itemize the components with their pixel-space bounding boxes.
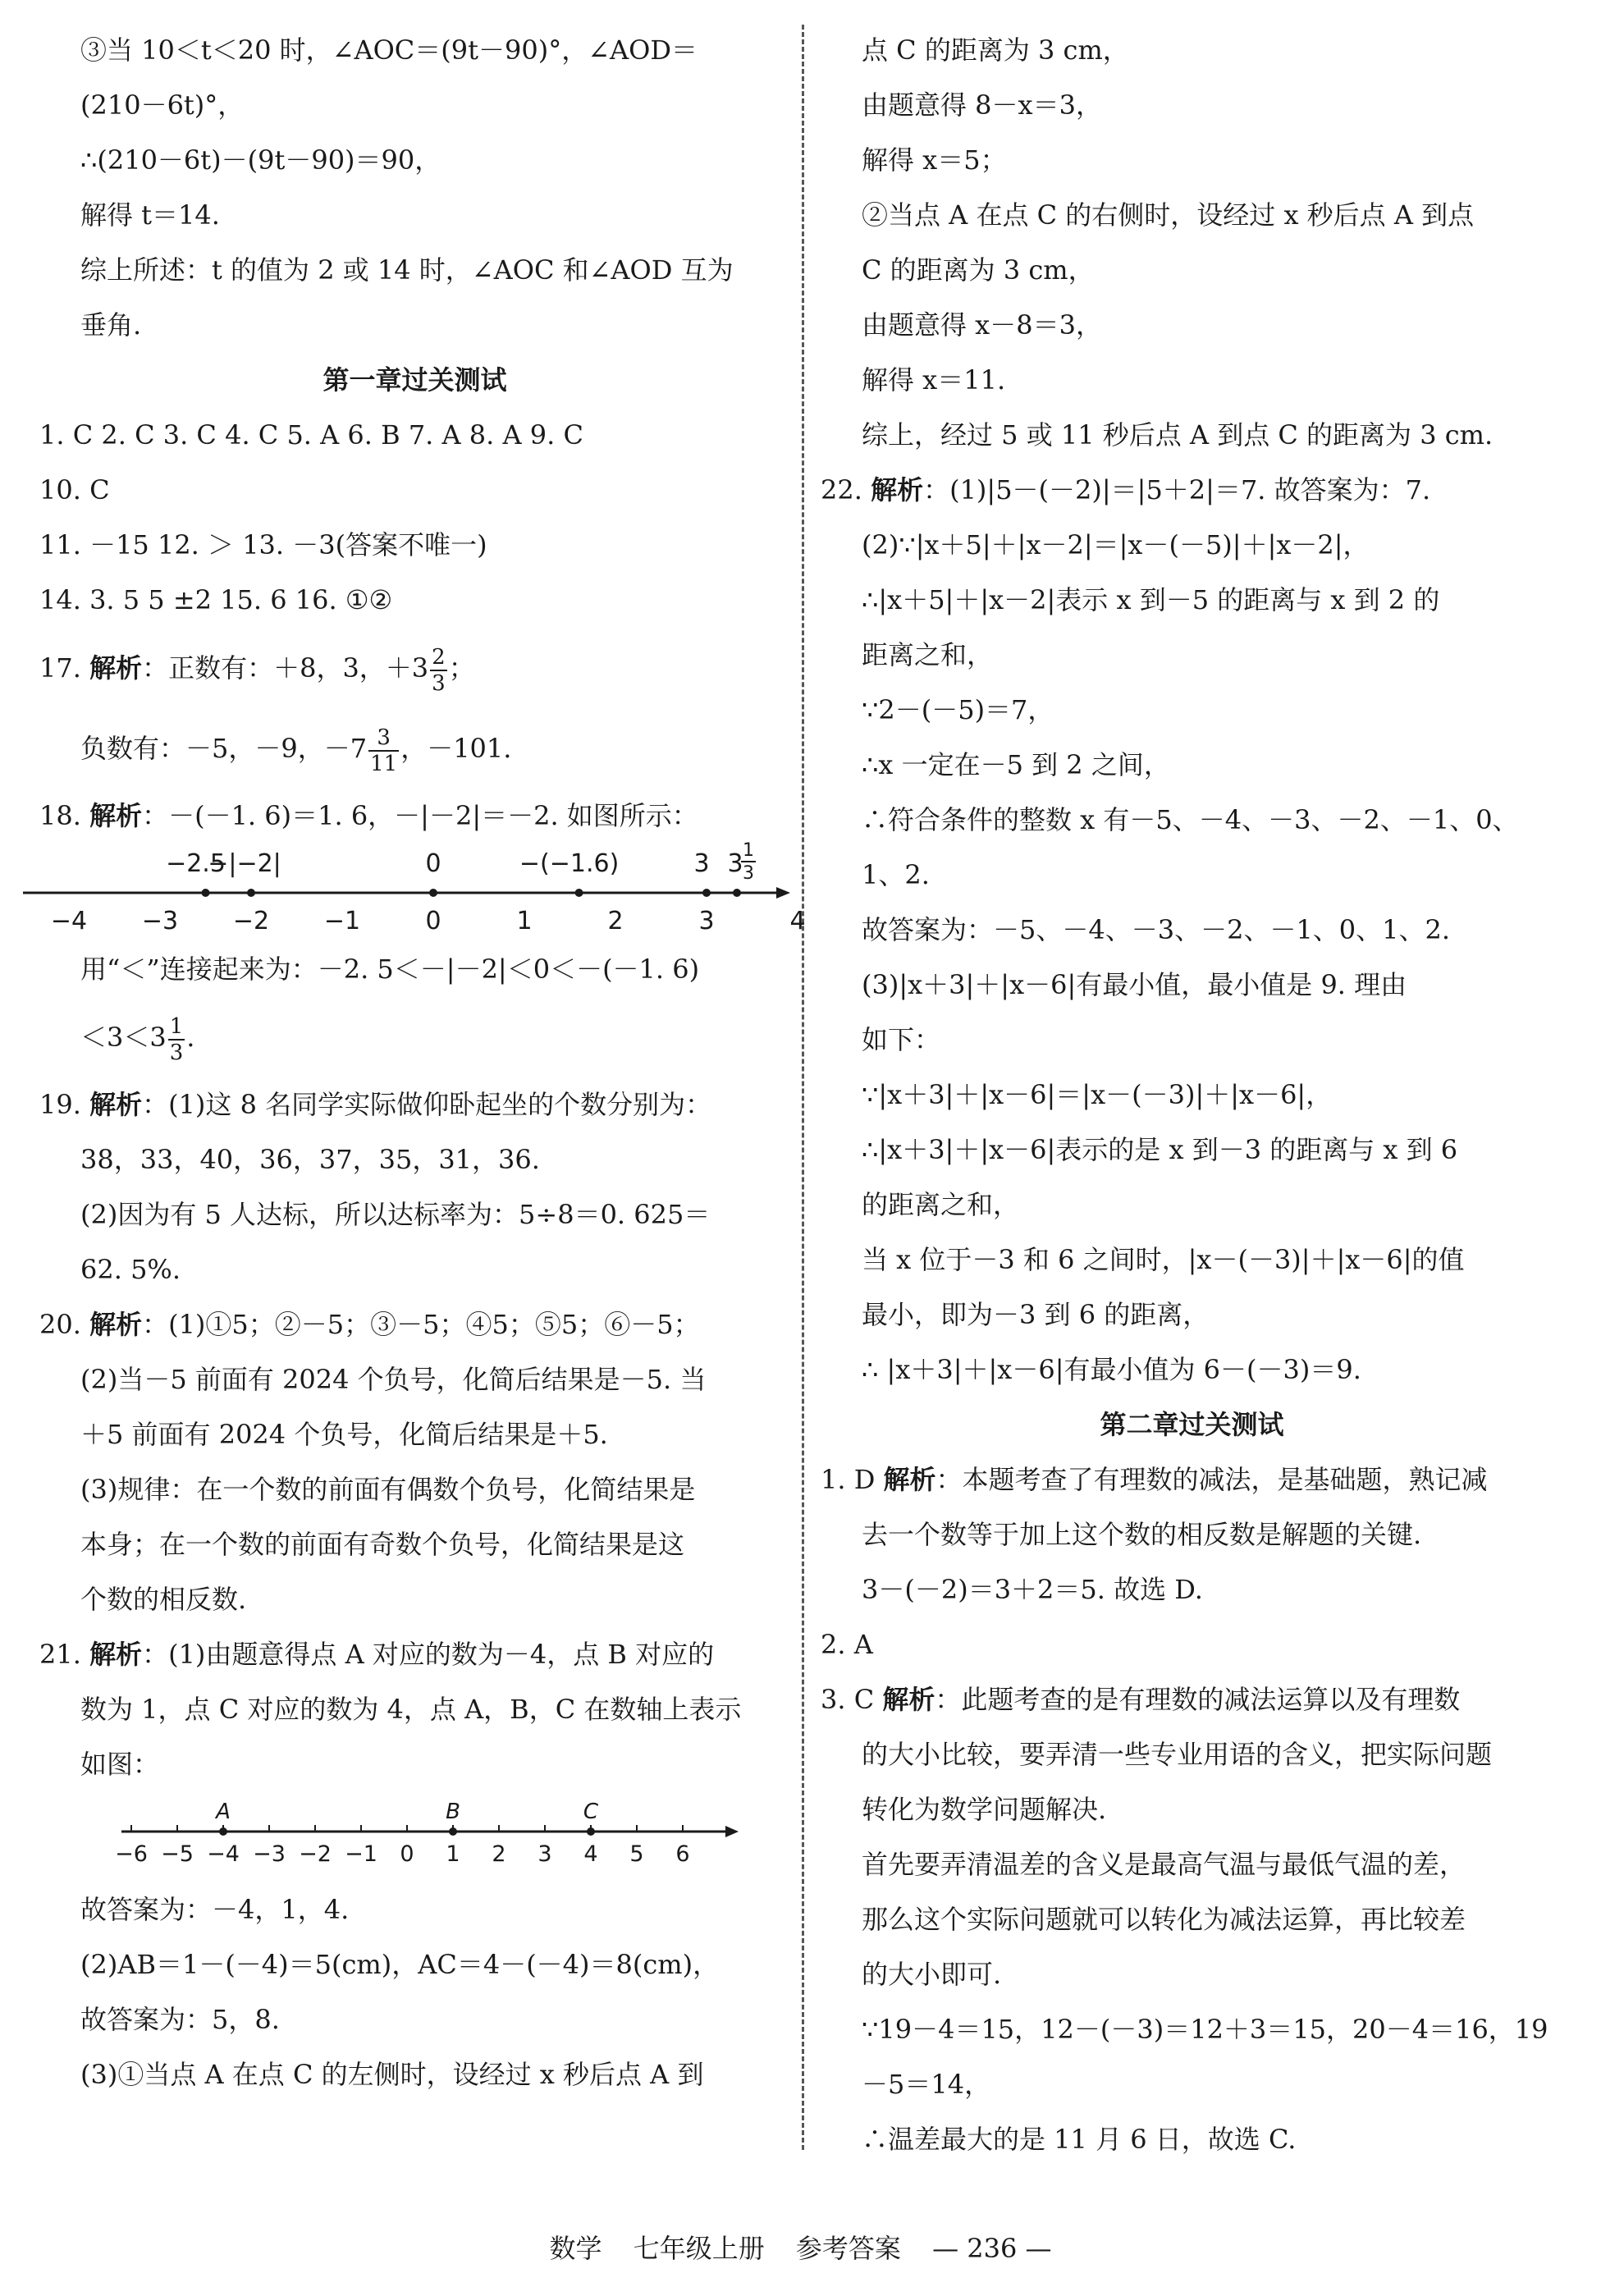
text-line: ∴|x＋3|＋|x－6|表示的是 x 到－3 的距离与 x 到 6 xyxy=(862,1134,1458,1165)
question-22 xyxy=(821,463,1563,518)
text-line: 综上，经过 5 或 11 秒后点 A 到点 C 的距离为 3 cm. xyxy=(862,419,1494,451)
number-line-figure-2 xyxy=(39,1792,790,1882)
tick-label: 0 xyxy=(400,1841,414,1867)
tick-label: −1 xyxy=(345,1841,377,1867)
text-line: 用“＜”连接起来为：－2. 5＜－|－2|＜0＜－(－1. 6) xyxy=(80,954,700,985)
text-line: 38，33，40，36，37，35，31，36. xyxy=(80,1144,540,1175)
question-number: 18. xyxy=(39,800,90,831)
text: ：－(－1. 6)＝1. 6，－|－2|＝－2. 如图所示： xyxy=(142,800,698,831)
tick-label: 1 xyxy=(516,907,533,935)
answer-1 xyxy=(821,1452,1563,1507)
text-line: (3)①当点 A 在点 C 的左侧时，设经过 x 秒后点 A 到 xyxy=(80,2059,704,2090)
number-line-figure-1 xyxy=(39,840,806,942)
mixed-den: 3 xyxy=(743,863,754,884)
analysis-tag: 解析 xyxy=(883,1464,936,1495)
analysis-tag: 解析 xyxy=(89,800,143,831)
tick-label: 4 xyxy=(583,1841,598,1867)
text-line: 垂角. xyxy=(80,309,142,341)
text-line: ＋5 前面有 2024 个负号，化简后结果是＋5. xyxy=(80,1419,608,1450)
point-label: A xyxy=(216,1800,231,1824)
text-line: ∴温差最大的是 11 月 6 日，故选 C. xyxy=(862,2124,1297,2155)
text-line: 最小，即为－3 到 6 的距离， xyxy=(862,1299,1210,1330)
text-line: ∴x 一定在－5 到 2 之间， xyxy=(862,749,1170,780)
analysis-tag: 解析 xyxy=(89,1639,143,1670)
point-label: 0 xyxy=(425,849,441,878)
text-line: ∴符合条件的整数 x 有－5、－4、－3、－2、－1、0、 xyxy=(862,804,1519,835)
text-line: 的距离之和， xyxy=(862,1189,1020,1220)
text-line: －5＝14， xyxy=(862,2069,991,2100)
question-number: 20. xyxy=(39,1309,90,1340)
text-line: C 的距离为 3 cm， xyxy=(862,254,1095,286)
tick-label: 2 xyxy=(607,907,624,935)
tick-label: 4 xyxy=(789,907,806,935)
text: ：正数有：＋8，3，＋3 xyxy=(142,652,429,684)
text-line: (210－6t)°， xyxy=(80,89,245,121)
text-line: 3－(－2)＝3＋2＝5. 故选 D. xyxy=(862,1574,1203,1605)
text: ：(1)由题意得点 A 对应的数为－4，点 B 对应的 xyxy=(142,1639,715,1670)
point-dot xyxy=(733,889,741,897)
text-line: ∵|x＋3|＋|x－6|＝|x－(－3)|＋|x－6|， xyxy=(862,1079,1333,1110)
tick-label: 1 xyxy=(446,1841,460,1867)
point-label: −|−2| xyxy=(208,849,281,878)
question-21 xyxy=(39,1627,790,1682)
point-dot xyxy=(247,889,255,897)
left-column xyxy=(39,23,806,2102)
answer-line: 14. 3. 5 5 ±2 15. 6 16. ①② xyxy=(39,584,393,615)
text-line: ③当 10＜t＜20 时，∠AOC＝(9t－90)°，∠AOD＝ xyxy=(80,34,698,66)
text-line: (2)因为有 5 人达标，所以达标率为：5÷8＝0. 625＝ xyxy=(80,1199,711,1230)
answer-2: 2. A xyxy=(821,1629,873,1660)
answer-3 xyxy=(821,1672,1563,1727)
analysis-tag: 解析 xyxy=(882,1684,935,1715)
section-heading-chapter2: 第二章过关测试 xyxy=(1100,1409,1284,1440)
text-line: 数为 1，点 C 对应的数为 4，点 A，B，C 在数轴上表示 xyxy=(80,1694,742,1725)
text-line: ∴(210－6t)－(9t－90)＝90， xyxy=(80,144,441,176)
analysis-tag: 解析 xyxy=(89,1089,143,1120)
answer-line: 1. C 2. C 3. C 4. C 5. A 6. B 7. A 8. A 9. C xyxy=(39,419,583,451)
analysis-tag: 解析 xyxy=(871,474,924,505)
point-label: B xyxy=(446,1800,460,1824)
tick-label: −4 xyxy=(207,1841,240,1867)
question-17-negatives xyxy=(39,708,790,789)
text-line: (3)规律：在一个数的前面有偶数个负号，化简结果是 xyxy=(80,1474,696,1505)
text: ：(1)这 8 名同学实际做仰卧起坐的个数分别为： xyxy=(142,1089,712,1120)
tick-label: 5 xyxy=(629,1841,644,1867)
text-line: (2)∵|x＋5|＋|x－2|＝|x－(－5)|＋|x－2|， xyxy=(862,529,1370,560)
tick-label: 0 xyxy=(425,907,441,935)
text-line: 的大小即可. xyxy=(862,1959,1002,1990)
text-line: 首先要弄清温差的含义是最高气温与最低气温的差， xyxy=(862,1849,1466,1880)
page-number: — 236 — xyxy=(932,2233,1052,2264)
analysis-tag: 解析 xyxy=(89,1309,143,1340)
text-line: ∴|x＋5|＋|x－2|表示 x 到－5 的距离与 x 到 2 的 xyxy=(862,584,1440,615)
text-line: 解得 x＝11. xyxy=(862,364,1006,396)
question-number: 21. xyxy=(39,1639,90,1670)
text: ：(1)①5；②－5；③－5；④5；⑤5；⑥－5； xyxy=(142,1309,700,1340)
point-label: −2.5 xyxy=(166,849,226,878)
text-line: 当 x 位于－3 和 6 之间时，|x－(－3)|＋|x－6|的值 xyxy=(862,1244,1465,1275)
text-line: 62. 5%. xyxy=(80,1254,181,1285)
point-dot xyxy=(449,1827,457,1836)
text-line: 由题意得 x－8＝3， xyxy=(862,309,1102,341)
question-18 xyxy=(39,789,790,844)
footer-section: 参考答案 xyxy=(795,2233,901,2264)
text-line: (2)当－5 前面有 2024 个负号，化简后结果是－5. 当 xyxy=(80,1364,707,1395)
text: ：本题考查了有理数的减法，是基础题，熟记减 xyxy=(935,1464,1488,1495)
fraction: $\frac{1}{3}$ xyxy=(169,1013,184,1065)
number-line-2 xyxy=(115,1792,745,1882)
fraction: $\frac{2}{3}$ xyxy=(432,644,446,696)
point-label: 3 xyxy=(693,849,710,878)
text-line: 综上所述：t 的值为 2 或 14 时，∠AOC 和∠AOD 互为 xyxy=(80,254,734,286)
footer-subject: 数学 xyxy=(549,2233,602,2264)
text-line: (2)AB＝1－(－4)＝5(cm)，AC＝4－(－4)＝8(cm)， xyxy=(80,1949,720,1980)
analysis-tag: 解析 xyxy=(89,652,143,684)
tick-label: −5 xyxy=(161,1841,194,1867)
text-line: 个数的相反数. xyxy=(80,1584,247,1615)
tick-label: 3 xyxy=(698,907,715,935)
text-line: 本身；在一个数的前面有奇数个负号，化简结果是这 xyxy=(80,1529,685,1560)
footer-grade: 七年级上册 xyxy=(633,2233,765,2264)
question-number: 22. xyxy=(821,474,871,505)
tick-label: 6 xyxy=(675,1841,690,1867)
text-line xyxy=(39,997,790,1077)
tick-label: −1 xyxy=(323,907,361,935)
text-line: 解得 t＝14. xyxy=(80,199,220,231)
point-dot xyxy=(202,889,210,897)
text-line: (3)|x＋3|＋|x－6|有最小值，最小值是 9. 理由 xyxy=(862,969,1407,1000)
text-line: 如图： xyxy=(80,1749,160,1780)
question-19 xyxy=(39,1077,790,1132)
section-heading-chapter1: 第一章过关测试 xyxy=(322,364,507,396)
question-17 xyxy=(39,628,790,708)
mixed-num: 1 xyxy=(743,840,754,861)
text: 负数有：－5，－9，－7 xyxy=(80,733,368,764)
text-line: ②当点 A 在点 C 的右侧时，设经过 x 秒后点 A 到点 xyxy=(862,199,1475,231)
tick-label: −3 xyxy=(141,907,179,935)
text: ； xyxy=(448,652,475,684)
answer-line: 10. C xyxy=(39,474,110,505)
arrow-head xyxy=(725,1826,739,1837)
text-line: ∵19－4＝15，12－(－3)＝12＋3＝15，20－4＝16，19 xyxy=(862,2014,1548,2045)
tick-label: 2 xyxy=(492,1841,506,1867)
text: ，－101. xyxy=(400,733,512,764)
text: . xyxy=(186,1022,195,1053)
fraction: $\frac{3}{11}$ xyxy=(370,725,398,776)
question-number: 17. xyxy=(39,652,90,684)
number-line-1 xyxy=(23,840,806,942)
text-line: 故答案为：－5、－4、－3、－2、－1、0、1、2. xyxy=(862,914,1451,945)
text-line: 点 C 的距离为 3 cm， xyxy=(862,34,1129,66)
tick-label: −2 xyxy=(232,907,270,935)
text: ＜3＜3 xyxy=(80,1022,167,1053)
point-label: −(−1.6) xyxy=(519,849,620,878)
tick-label: −2 xyxy=(299,1841,332,1867)
tick-label: −6 xyxy=(115,1841,148,1867)
text-line: 去一个数等于加上这个数的相反数是解题的关键. xyxy=(862,1519,1422,1550)
text-line: 那么这个实际问题就可以转化为减法运算，再比较差 xyxy=(862,1904,1466,1935)
text-line: ∵2－(－5)＝7， xyxy=(862,694,1054,725)
tick-label: −3 xyxy=(253,1841,286,1867)
text: ：此题考查的是有理数的减法运算以及有理数 xyxy=(935,1684,1461,1715)
answer-line: 11. －15 12. ＞ 13. －3(答案不唯一) xyxy=(39,529,487,560)
point-dot xyxy=(702,889,711,897)
text-line: ∴ |x＋3|＋|x－6|有最小值为 6－(－3)＝9. xyxy=(862,1354,1361,1385)
mixed-whole: 3 xyxy=(727,849,743,878)
text-line: 由题意得 8－x＝3， xyxy=(862,89,1102,121)
page-footer xyxy=(0,2228,1601,2269)
tick-label: −4 xyxy=(50,907,88,935)
text-line: 1、2. xyxy=(862,859,930,890)
right-column xyxy=(821,23,1563,2167)
text: ：(1)|5－(－2)|＝|5＋2|＝7. 故答案为：7. xyxy=(923,474,1431,505)
point-dot xyxy=(429,889,437,897)
text-line: 解得 x＝5； xyxy=(862,144,1007,176)
text-line: 故答案为：－4，1，4. xyxy=(80,1894,350,1925)
text-line: 如下： xyxy=(862,1024,941,1055)
text-line: 转化为数学问题解决. xyxy=(862,1794,1107,1825)
text-line: 的大小比较，要弄清一些专业用语的含义，把实际问题 xyxy=(862,1739,1493,1770)
point-label: C xyxy=(583,1800,599,1824)
text-line: 故答案为：5，8. xyxy=(80,2004,280,2035)
column-divider xyxy=(802,25,804,2150)
tick-label: 3 xyxy=(537,1841,552,1867)
question-number: 3. C xyxy=(821,1684,883,1715)
question-number: 19. xyxy=(39,1089,90,1120)
arrow-head xyxy=(776,887,790,899)
point-dot xyxy=(587,1827,595,1836)
point-dot xyxy=(575,889,583,897)
question-number: 1. D xyxy=(821,1464,884,1495)
question-20 xyxy=(39,1297,790,1352)
point-dot xyxy=(219,1827,227,1836)
text-line: 距离之和， xyxy=(862,639,994,670)
